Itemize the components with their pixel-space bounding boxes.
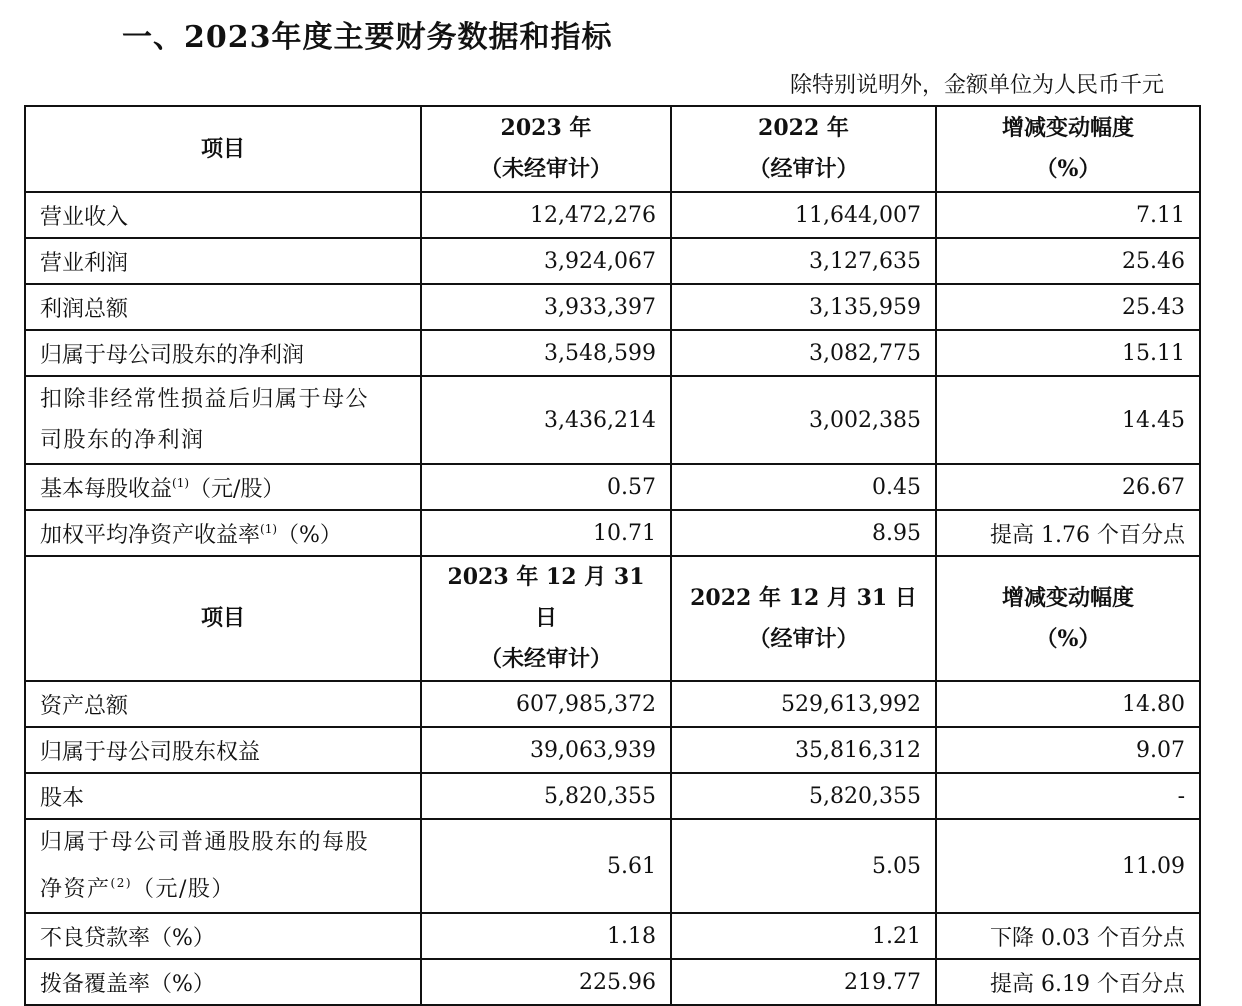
header-change-cell: 增减变动幅度 （%） [936, 556, 1200, 681]
table-row [25, 510, 1200, 556]
value-2023: 5,820,355 [421, 773, 671, 819]
table-row [25, 464, 1200, 510]
header-2022-cell: 2022 年 （经审计） [671, 106, 936, 192]
value-2023: 3,924,067 [421, 238, 671, 284]
row-label: 利润总额 [25, 284, 421, 330]
value-2023: 3,933,397 [421, 284, 671, 330]
table-row [25, 681, 1200, 727]
table-row [25, 192, 1200, 238]
table-row [25, 284, 1200, 330]
row-label: 扣除非经常性损益后归属于母公 司股东的净利润 [25, 376, 421, 464]
row-label: 营业利润 [25, 238, 421, 284]
row-label: 加权平均净资产收益率$^{(1)}$（%） [25, 510, 421, 556]
value-change: 7.11 [936, 192, 1200, 238]
value-2023: 1.18 [421, 913, 671, 959]
row-label: 营业收入 [25, 192, 421, 238]
value-2023: 3,436,214 [421, 376, 671, 464]
value-2022: 529,613,992 [671, 681, 936, 727]
value-change: - [936, 773, 1200, 819]
row-label: 归属于母公司股东权益 [25, 727, 421, 773]
value-2023: 225.96 [421, 959, 671, 1005]
financial-data-table [24, 105, 1201, 1006]
row-label: 归属于母公司股东的净利润 [25, 330, 421, 376]
value-2023: 12,472,276 [421, 192, 671, 238]
header-item-cell: 项目 [25, 556, 421, 681]
table-row [25, 727, 1200, 773]
table-row [25, 238, 1200, 284]
value-2023: 607,985,372 [421, 681, 671, 727]
table-row [25, 773, 1200, 819]
row-label: 不良贷款率（%） [25, 913, 421, 959]
header-2022-cell: 2022 年 12 月 31 日 （经审计） [671, 556, 936, 681]
header-2023-cell: 2023 年 （未经审计） [421, 106, 671, 192]
value-change: 9.07 [936, 727, 1200, 773]
footnote-marker: (2) [110, 876, 133, 890]
value-2022: 1.21 [671, 913, 936, 959]
value-2022: 35,816,312 [671, 727, 936, 773]
value-change: 25.43 [936, 284, 1200, 330]
table-row [25, 376, 1200, 464]
value-change: 25.46 [936, 238, 1200, 284]
value-2022: 3,127,635 [671, 238, 936, 284]
value-change: 下降 0.03 个百分点 [936, 913, 1200, 959]
footnote-marker: (1) [172, 475, 190, 490]
value-2022: 3,082,775 [671, 330, 936, 376]
unit-note: 除特别说明外，金额单位为人民币千元 [789, 73, 1164, 98]
value-2022: 8.95 [671, 510, 936, 556]
value-change: 提高 6.19 个百分点 [936, 959, 1200, 1005]
value-2023: 5.61 [421, 819, 671, 913]
table-row [25, 959, 1200, 1005]
section2-header-row [25, 556, 1200, 681]
value-2022: 5.05 [671, 819, 936, 913]
value-change: 提高 1.76 个百分点 [936, 510, 1200, 556]
value-2022: 219.77 [671, 959, 936, 1005]
table-row [25, 330, 1200, 376]
row-label: 归属于母公司普通股股东的每股 净资产$^{(2)}$（元/股） [25, 819, 421, 913]
value-2022: 0.45 [671, 464, 936, 510]
value-2023: 10.71 [421, 510, 671, 556]
page-title: 一、2023年度主要财务数据和指标 [122, 20, 613, 55]
table-row [25, 819, 1200, 913]
header-2023-cell: 2023 年 12 月 31 日 （未经审计） [421, 556, 671, 681]
row-label: 股本 [25, 773, 421, 819]
row-label: 基本每股收益$^{(1)}$（元/股） [25, 464, 421, 510]
value-2023: 39,063,939 [421, 727, 671, 773]
value-2023: 3,548,599 [421, 330, 671, 376]
row-label: 资产总额 [25, 681, 421, 727]
value-2022: 5,820,355 [671, 773, 936, 819]
section1-header-row [25, 106, 1200, 192]
value-change: 26.67 [936, 464, 1200, 510]
value-2023: 0.57 [421, 464, 671, 510]
header-item-cell: 项目 [25, 106, 421, 192]
value-2022: 3,002,385 [671, 376, 936, 464]
value-2022: 11,644,007 [671, 192, 936, 238]
table-row [25, 913, 1200, 959]
row-label: 拨备覆盖率（%） [25, 959, 421, 1005]
header-change-cell: 增减变动幅度 （%） [936, 106, 1200, 192]
footnote-marker: (1) [260, 521, 278, 536]
value-change: 14.45 [936, 376, 1200, 464]
value-change: 11.09 [936, 819, 1200, 913]
value-2022: 3,135,959 [671, 284, 936, 330]
value-change: 14.80 [936, 681, 1200, 727]
value-change: 15.11 [936, 330, 1200, 376]
